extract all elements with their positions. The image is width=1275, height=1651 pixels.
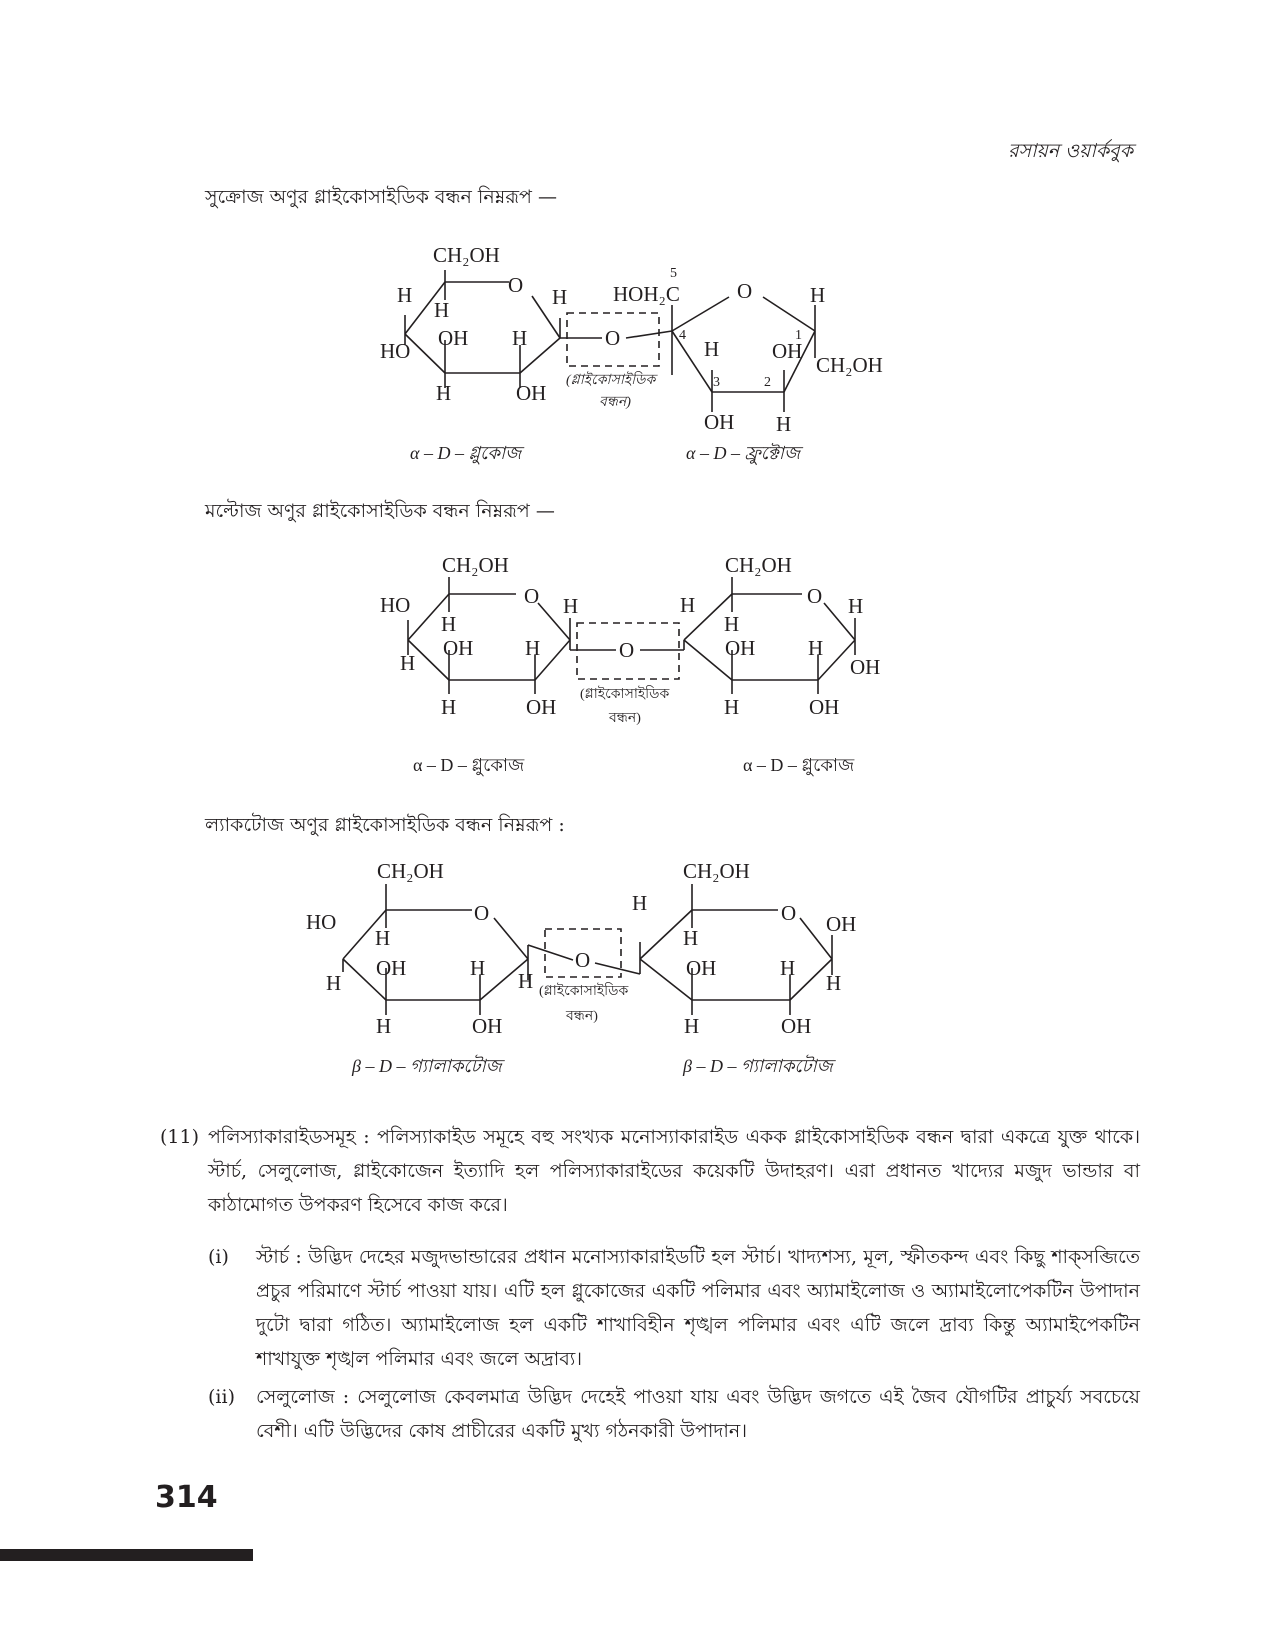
section-11-number: (11) [160, 1126, 200, 1148]
lac-l-ch2oh: CH₂OH [377, 859, 444, 883]
suc-right-label: α – D – ফ্রুক্টোজ [686, 443, 801, 463]
lac-bond-label-1: (গ্লাইকোসাইডিক [539, 984, 629, 999]
suc-r-h2: H [704, 337, 720, 361]
mal-l-oh2: OH [526, 695, 557, 719]
sucrose-glucose-ring [405, 270, 560, 388]
lac-l-h5: H [376, 1014, 392, 1038]
mal-r-oh: OH [725, 636, 756, 660]
suc-r-h1: H [810, 283, 826, 307]
suc-r-oh: OH [772, 339, 803, 363]
suc-r-n3: 3 [713, 375, 720, 390]
section-11-text: পলিস্যাকারাইডসমূহ : পলিস্যাকাইড সমূহে বহু সংখ্যক মনোস্যাকারাইড একক গ্লাইকোসাইডিক বন্ধন দ্বারা একত্রে যুক্ত থাকে। স্টার্চ, সেলুলোজ, গ্লাইকোজেন ইত্যাদি হল পলিস্যাকারাইডের কয়েকটি উদাহরণ। এরা প্রধানত খাদ্যের মজুদ ভান্ডার বা কাঠামোগত উপকরণ হিসেবে কাজ করে। [208, 1126, 1140, 1216]
sucrose-caption: সুক্রোজ অণুর গ্লাইকোসাইডিক বন্ধন নিম্নরূপ — [205, 186, 557, 208]
lac-l-h3: H [518, 969, 534, 993]
mal-l-h2: H [441, 612, 457, 636]
lac-l-h1: H [375, 926, 391, 950]
mal-bond-label-2: বন্ধন) [609, 711, 641, 726]
mal-l-ho: HO [380, 593, 411, 617]
running-head: রসায়ন ওয়ার্কবুক [1008, 140, 1133, 162]
suc-link-o: O [605, 326, 621, 350]
mal-left-label: α – D – গ্লুকোজ [413, 755, 525, 775]
lactose-figure [0, 850, 1275, 1080]
suc-r-n2: 2 [764, 375, 771, 390]
mal-r-oh3: OH [850, 655, 881, 679]
suc-l-h1: H [397, 283, 413, 307]
suc-r-ch2oh: CH₂OH [816, 353, 883, 377]
lac-r-oh2: OH [781, 1014, 812, 1038]
lac-r-ch2oh: CH₂OH [683, 859, 750, 883]
suc-l-oh2: OH [516, 381, 547, 405]
lac-r-h3: H [826, 971, 842, 995]
maltose-right-ring [684, 577, 855, 694]
suc-r-n4: 4 [679, 328, 686, 343]
lac-right-label: β – D – গ্যালাকটোজ [683, 1056, 833, 1076]
suc-l-h4: H [552, 285, 568, 309]
lac-bond-label-2: বন্ধন) [566, 1009, 598, 1024]
mal-l-o: O [524, 584, 540, 608]
mal-bond-label-1: (গ্লাইকোসাইডিক [580, 687, 670, 702]
mal-l-ch2oh: CH₂OH [442, 553, 509, 577]
suc-l-oh: OH [438, 326, 469, 350]
suc-r-n5: 5 [670, 266, 677, 281]
lac-r-h2: H [780, 956, 796, 980]
mal-right-label: α – D – গ্লুকোজ [743, 755, 855, 775]
lactose-right-ring [640, 884, 832, 1015]
mal-r-h2: H [848, 594, 864, 618]
item-ii-text: সেলুলোজ : সেলুলোজ কেবলমাত্র উদ্ভিদ দেহেই পাওয়া যায় এবং উদ্ভিদ জগতে এই জৈব যৌগটির প্রাচুর্য্য সবচেয়ে বেশী। এটি উদ্ভিদের কোষ প্রাচীরের একটি মুখ্য গঠনকারী উপাদান। [256, 1386, 1140, 1442]
mal-r-ch2oh: CH₂OH [725, 553, 792, 577]
mal-r-o: O [807, 584, 823, 608]
suc-left-label: α – D – গ্লুকোজ [410, 443, 522, 463]
item-i-number: (i) [208, 1246, 229, 1268]
mal-l-oh: OH [443, 636, 474, 660]
mal-r-h5: H [724, 695, 740, 719]
lac-r-h0: H [632, 891, 648, 915]
maltose-caption: মল্টোজ অণুর গ্লাইকোসাইডিক বন্ধন নিম্নরূপ — [205, 500, 555, 522]
suc-l-h5: H [436, 381, 452, 405]
mal-l-h5: H [441, 695, 457, 719]
suc-l-ch2oh: CH₂OH [433, 243, 500, 267]
suc-l-ho: HO [380, 339, 411, 363]
lac-r-h1: H [683, 926, 699, 950]
maltose-left-ring [408, 577, 570, 694]
suc-r-hoh2c: HOH₂C [613, 282, 680, 306]
mal-r-h4: H [808, 636, 824, 660]
suc-r-h3: H [776, 412, 792, 436]
suc-r-n1: 1 [795, 328, 802, 343]
lac-r-oh: OH [686, 956, 717, 980]
mal-l-h1: H [563, 594, 579, 618]
mal-r-oh2: OH [809, 695, 840, 719]
page-number: 314 [155, 1480, 218, 1515]
lac-link-o: O [575, 948, 591, 972]
lac-left-label: β – D – গ্যালাকটোজ [352, 1056, 502, 1076]
lac-l-ho: HO [306, 910, 337, 934]
mal-link-o: O [619, 638, 635, 662]
mal-l-h4: H [400, 651, 416, 675]
lac-l-oh2: OH [472, 1014, 503, 1038]
suc-r-o: O [737, 279, 753, 303]
suc-l-h2: H [434, 298, 450, 322]
item-i-text: স্টার্চ : উদ্ভিদ দেহের মজুদভান্ডারের প্রধান মনোস্যাকারাইডটি হল স্টার্চ। খাদ্যশস্য, মূল, স্ফীতকন্দ এবং কিছু শাক্‌সব্জিতে প্রচুর পরিমাণে স্টার্চ পাওয়া যায়। এটি হল গ্লুকোজের একটি পলিমার এবং অ্যামাইলোজ ও অ্যামাইলোপেকটিন উপাদান দুটো দ্বারা গঠিত। অ্যামাইলোজ হল একটি শাখাবিহীন শৃঙ্খল পলিমার এবং এটি জলে দ্রাব্য কিন্তু অ্যামাইপেকটিন শাখাযুক্ত শৃঙ্খল পলিমার এবং জলে অদ্রাব্য। [256, 1246, 1140, 1370]
mal-l-h3: H [525, 636, 541, 660]
lac-r-oh1: OH [826, 912, 857, 936]
item-ii [208, 1380, 1140, 1448]
lac-l-o: O [474, 901, 490, 925]
lactose-left-ring [343, 884, 528, 1015]
section-11 [160, 1120, 1140, 1222]
item-ii-number: (ii) [208, 1386, 235, 1408]
lac-l-h4: H [326, 971, 342, 995]
suc-bond-label-1: (গ্লাইকোসাইডিক [566, 373, 656, 388]
lac-r-o: O [781, 901, 797, 925]
suc-r-oh2: OH [704, 410, 735, 434]
lac-r-h4: H [684, 1014, 700, 1038]
mal-r-h1: H [680, 593, 696, 617]
lactose-caption: ল্যাকটোজ অণুর গ্লাইকোসাইডিক বন্ধন নিম্নরূপ : [205, 814, 565, 836]
footer-bar [0, 1549, 253, 1561]
suc-bond-label-2: বন্ধন) [599, 395, 631, 410]
suc-l-o: O [508, 273, 524, 297]
lac-l-h2: H [470, 956, 486, 980]
mal-r-h3: H [724, 612, 740, 636]
item-i [208, 1240, 1140, 1376]
suc-l-h3: H [512, 326, 528, 350]
lac-l-oh: OH [376, 956, 407, 980]
